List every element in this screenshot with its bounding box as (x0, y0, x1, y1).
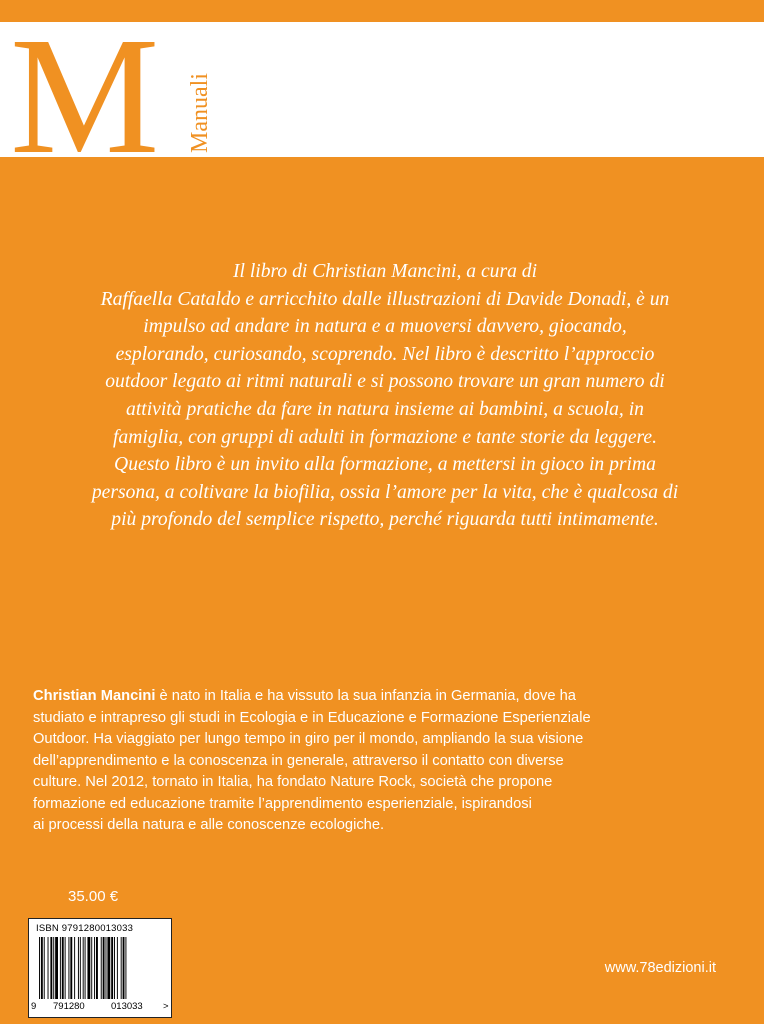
author-name: Christian Mancini (33, 688, 156, 704)
barcode-bar (107, 937, 110, 999)
barcode-bar (85, 937, 86, 999)
barcode-bar (78, 937, 79, 999)
barcode-bar (111, 937, 113, 999)
barcode-bar (96, 937, 98, 999)
series-label: Manuali (187, 73, 213, 153)
bio-line: studiato e intrapreso gli studi in Ecologia e in Educazione e Formazione Esperienziale (33, 709, 591, 726)
barcode-bar (41, 937, 43, 999)
barcode-bar (74, 937, 75, 999)
publisher-website[interactable]: www.78edizioni.it (604, 960, 716, 976)
barcode-bar (70, 937, 72, 999)
blurb-line: Raffaella Cataldo e arricchito dalle illustrazioni di Davide Donadi, è un (100, 288, 670, 310)
author-bio (33, 686, 733, 837)
barcode-bars (39, 937, 159, 999)
barcode-bar (123, 937, 125, 999)
blurb-line: esplorando, curiosando, scoprendo. Nel libro è descritto l’approccio (115, 343, 655, 365)
barcode-bar (53, 937, 54, 999)
bio-line: dell’apprendimento e la conoscenza in generale, attraverso il contatto con diverse (33, 752, 564, 769)
barcode-bar (44, 937, 45, 999)
barcode-bar (125, 937, 126, 999)
bio-line: ai processi della natura e alle conoscenze ecologiche. (33, 817, 385, 833)
bio-line: Outdoor. Ha viaggiato per lungo tempo in giro per il mondo, ampliando la sua visione (33, 731, 584, 747)
logo-letter: M (10, 20, 160, 160)
barcode-bar (50, 937, 52, 999)
blurb-line: Il libro di Christian Mancini, a cura di (232, 261, 538, 282)
blurb-line: Questo libro è un invito alla formazione, a mettersi in gioco in prima (114, 454, 656, 476)
barcode-bar (103, 937, 105, 999)
blurb-line: famiglia, con gruppi di adulti in formazione e tante storie da leggere. (112, 426, 658, 448)
barcode-bar (39, 937, 40, 999)
barcode-digits (31, 1001, 171, 1015)
blurb-line: attività pratiche da fare in natura insieme ai bambini, a scuola, in (126, 398, 644, 420)
isbn-label: ISBN 9791280013033 (36, 923, 134, 934)
barcode-bar (83, 937, 84, 999)
barcode-bar (94, 937, 95, 999)
bio-line: culture. Nel 2012, tornato in Italia, ha fondato Nature Rock, società che propone (33, 774, 553, 790)
barcode-quiet-mark: > (163, 1001, 169, 1012)
barcode-bar (55, 937, 58, 999)
blurb-line: persona, a coltivare la biofilia, ossia l’amore per la vita, che è qualcosa di (91, 481, 679, 503)
series-logo (8, 20, 218, 160)
back-cover-blurb (40, 258, 730, 534)
barcode-bar (101, 937, 102, 999)
barcode-bar (60, 937, 61, 999)
barcode-bar (117, 937, 118, 999)
barcode-bar (121, 937, 122, 999)
barcode-bar (87, 937, 90, 999)
bio-line: formazione ed educazione tramite l’apprendimento esperienziale, ispirandosi (33, 795, 532, 812)
blurb-line: outdoor legato ai ritmi naturali e si possono trovare un gran numero di (105, 371, 665, 393)
barcode-first-digit: 9 (31, 1001, 37, 1012)
barcode-left-digits: 791280 (53, 1001, 85, 1012)
barcode-bar (106, 937, 107, 999)
barcode-bar (68, 937, 69, 999)
barcode-bar (65, 937, 66, 999)
blurb-line: impulso ad andare in natura e a muoversi davvero, giocando, (143, 316, 627, 338)
barcode-bar (114, 937, 115, 999)
barcode-bar (91, 937, 92, 999)
barcode-bar (48, 937, 49, 999)
barcode-box (28, 918, 172, 1018)
blurb-line: più profondo del semplice rispetto, perché riguarda tutti intimamente. (111, 509, 659, 531)
barcode-bar (62, 937, 64, 999)
barcode-bar (80, 937, 81, 999)
bio-line: è nato in Italia e ha vissuto la sua infanzia in Germania, dove ha (155, 688, 576, 704)
barcode-right-digits: 013033 (111, 1001, 143, 1012)
price: 35.00 € (68, 888, 119, 905)
top-orange-band (0, 0, 764, 22)
